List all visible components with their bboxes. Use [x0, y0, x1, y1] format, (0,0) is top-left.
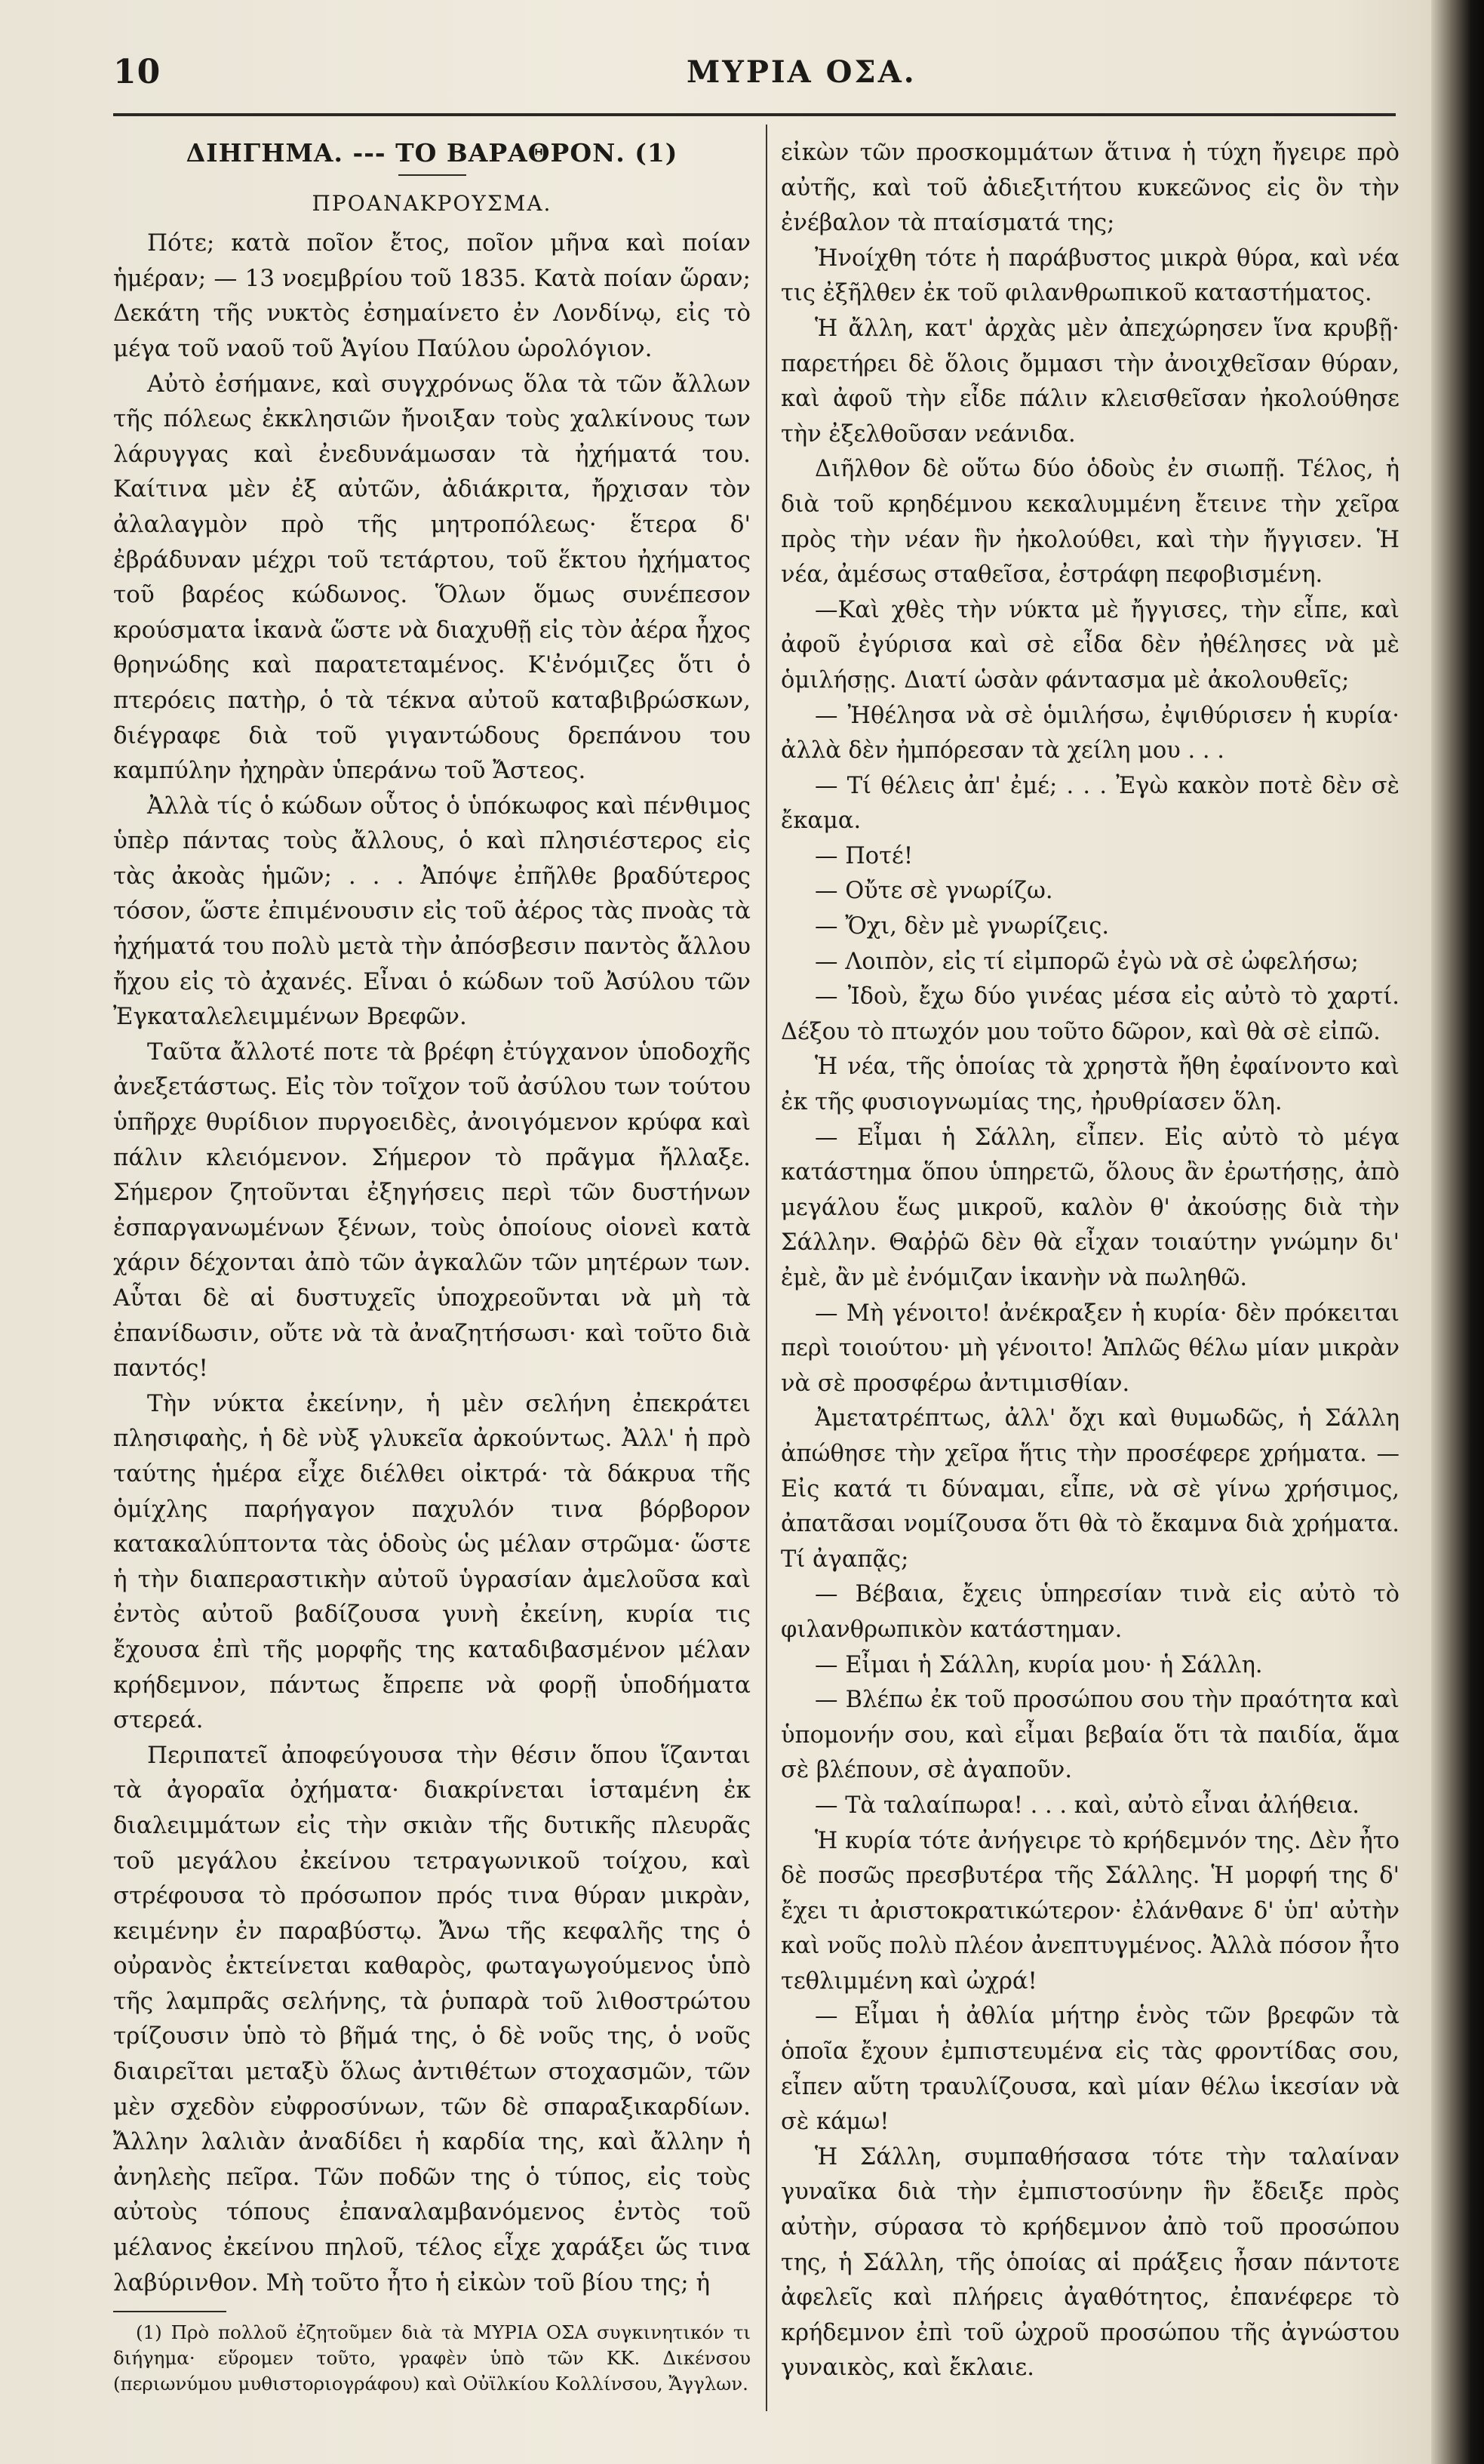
dialogue-line: — Τὰ ταλαίπωρα! . . . καὶ, αὐτὸ εἶναι ἀλήθεια. — [815, 1792, 1360, 1819]
dialogue-line: — Οὔτε σὲ γνωρίζω. — [815, 878, 1053, 905]
dialogue-line: — Ὄχι, δὲν μὲ γνωρίζεις. — [815, 913, 1110, 940]
paragraph: Περιπατεῖ ἀποφεύγουσα τὴν θέσιν ὅπου ἵζανται τὰ ἀγοραῖα ὀχήματα· διακρίνεται ἱσταμένη ἐκ διαλειμμάτων εἰς τὴν σκιὰν τῆς δυτικῆς πλευρᾶς τοῦ μεγάλου ἐκείνου τετραγωνικοῦ τοίχου, καὶ στρέφουσα τὸ πρόσωπον πρός τινα θύραν μικρὰν, κειμένην ἐν παραβύστῳ. Ἄνω τῆς κεφαλῆς της ὁ οὐρανὸς ἐκτείνεται καθαρὸς, φωταγωγούμενος ὑπὸ τῆς λαμπρᾶς σελήνης, τὰ ῥυπαρὰ τοῦ λιθοστρώτου τρίζουσιν ὑπὸ τὸ βῆμά της, ὁ δὲ νοῦς της, ὁ νοῦς διαιρεῖται μεταξὺ ὅλως ἀντιθέτων στοχασμῶν, τῶν μὲν σχεδὸν εὐφροσύνων, τῶν δὲ σπαραξικαρδίων. Ἄλλην λαλιὰν ἀναδίδει ἡ καρδία της, καὶ ἄλλην ἡ ἀνηλεὴς πεῖρα. Τῶν ποδῶν της ὁ τύπος, εἰς τοὺς αὐτοὺς τόπους ἐπαναλαμβανόμενος ἐντὸς τοῦ μέλανος ἐκείνου πηλοῦ, τέλος εἶχε χαράξει ὥς τινα λαβύρινθον. Μὴ τοῦτο ἦτο ἡ εἰκὼν τοῦ βίου της; ἡ — [113, 1741, 751, 2296]
paragraph: Ἡ Σάλλη, συμπαθήσασα τότε τὴν ταλαίναν γυναῖκα διὰ τὴν ἐμπιστοσύνην ἣν ἔδειξε πρὸς αὐτὴν, σύρασα τὸ κρήδεμνον ἀπὸ τοῦ προσώπου της, ἡ Σάλλη, τῆς ὁποίας αἱ πράξεις ἦσαν πάντοτε ἀφελεῖς καὶ πλήρεις ἀγαθότητος, ἐπανέφερε τὸ κρήδεμνον ἐπὶ τοῦ ὠχροῦ προσώπου τῆς ἀγνώστου γυναικὸς, καὶ ἔκλαιε. — [781, 2143, 1400, 2382]
paragraph: Τὴν νύκτα ἐκείνην, ἡ μὲν σελήνη ἐπεκράτει πλησιφαὴς, ἡ δὲ νὺξ γλυκεῖα ἀρκούντως. Ἀλλ' ἡ πρὸ ταύτης ἡμέρα εἶχε διέλθει οἰκτρά· τὰ δάκρυα τῆς ὁμίχλης παρήγαγον παχυλόν τινα βόρβορον κατακαλύπτοντα τὰς ὁδοὺς ὡς μέλαν στρῶμα· ὥστε ἡ τὴν διαπεραστικὴν αὐτοῦ ὑγρασίαν ἀμελοῦσα καὶ ἐντὸς αὐτοῦ βαδίζουσα γυνὴ ἐκείνη, κυρία τις ἔχουσα ἐπὶ τῆς μορφῆς της καταδιβασμένον μέλαν κρήδεμνον, πάντως ἔπρεπε νὰ φορῇ ὑποδήματα στερεά. — [113, 1389, 751, 1734]
dialogue-line: — Ἠθέλησα νὰ σὲ ὁμιλήσω, ἐψιθύρισεν ἡ κυρία· ἀλλὰ δὲν ἠμπόρεσαν τὰ χείλη μου . . . — [781, 702, 1400, 764]
paragraph: Αὐτὸ ἐσήμανε, καὶ συγχρόνως ὅλα τὰ τῶν ἄλλων τῆς πόλεως ἐκκλησιῶν ἤνοιξαν τοὺς χαλκίνους των λάρυγγας καὶ ἐνεδυνάμωσαν τὰ ἠχήματά του. Καίτινα μὲν ἐξ αὐτῶν, ἀδιάκριτα, ἤρχισαν τὸν ἀλαλαγμὸν πρὸ τῆς μητροπόλεως· ἕτερα δ' ἐβράδυναν μέχρι τοῦ τετάρτου, τοῦ ἕκτου ἠχήματος τοῦ βαρέος κώδωνος. Ὅλων ὅμως συνέπεσον κρούσματα ἱκανὰ ὥστε νὰ διαχυθῇ εἰς τὸν ἀέρα ἦχος θρηνώδης καὶ παρατεταμένος. Κ'ἐνόμιζες ὅτι ὁ πτερόεις πατὴρ, ὁ τὰ τέκνα αὐτοῦ καταβιβρώσκων, διέγραφε διὰ τοῦ γιγαντώδους δρεπάνου του καμπύλην ἠχηρὰν ὑπεράνω τοῦ Ἄστεος. — [113, 370, 751, 785]
dialogue-line: — Βέβαια, ἔχεις ὑπηρεσίαν τινὰ εἰς αὐτὸ τὸ φιλανθρωπικὸν κατάστημαν. — [781, 1581, 1400, 1643]
story-title: ΔΙΗΓΗΜΑ. --- ΤΟ ΒΑΡΑΘΡΟΝ. (1) — [186, 138, 678, 168]
dialogue-line: — Εἶμαι ἡ ἀθλία μήτηρ ἑνὸς τῶν βρεφῶν τὰ ὁποῖα ἔχουν ἐμπιστευμένα εἰς τὰς φροντίδας σου, εἶπεν αὕτη τραυλίζουσα, καὶ μίαν θέλω ἱκεσίαν νὰ σὲ κάμω! — [781, 2003, 1400, 2136]
paragraph: Διῆλθον δὲ οὕτω δύο ὁδοὺς ἐν σιωπῇ. Τέλος, ἡ διὰ τοῦ κρηδέμνου κεκαλυμμένη ἔτεινε τὴν χεῖρα πρὸς τὴν νέαν ἣν ἠκολούθει, καὶ τὴν ἤγγισεν. Ἡ νέα, ἀμέσως σταθεῖσα, ἐστράφη πεφοβισμένη. — [781, 456, 1400, 589]
dialogue-line: — Λοιπὸν, εἰς τί εἰμπορῶ ἐγὼ νὰ σὲ ὠφελήσω; — [815, 948, 1359, 975]
paragraph: Ταῦτα ἄλλοτέ ποτε τὰ βρέφη ἐτύγχανον ὑποδοχῆς ἀνεξετάστως. Εἰς τὸν τοῖχον τοῦ ἀσύλου των τούτου ὑπῆρχε θυρίδιον πυργοειδὲς, ἀνοιγόμενον κρύφα καὶ πάλιν κλειόμενον. Σήμερον τὸ πρᾶγμα ἤλλαξε. Σήμερον ζητοῦνται ἐξηγήσεις περὶ τῶν δυστήνων ἐσπαργανωμένων ξένων, τοὺς ὁποίους οἱονεὶ κατὰ χάριν δέχονται ἀπὸ τῶν ἀγκαλῶν τῶν μητέρων των. Αὗται δὲ αἱ δυστυχεῖς ὑποχρεοῦνται νὰ μὴ τὰ ἐπανίδωσιν, οὔτε νὰ τὰ ἀναζητήσωσι· καὶ τοῦτο διὰ παντός! — [113, 1038, 751, 1383]
page-header — [98, 53, 1396, 98]
book-binding-edge — [1431, 0, 1484, 2464]
paragraph: Ἀλλὰ τίς ὁ κώδων οὗτος ὁ ὑπόκωφος καὶ πένθιμος ὑπὲρ πάντας τοὺς ἄλλους, ὁ καὶ πλησιέστερος εἰς τὰς ἀκοὰς ἡμῶν; . . . Ἀπόψε ἐπῆλθε βραδύτερος τόσον, ὥστε ἐπιμένουσιν εἰς τοῦ ἀέρος τὰς πνοὰς τὰ ἠχήματά του πολὺ μετὰ τὴν ἀπόσβεσιν παντὸς ἄλλου ἤχου εἰς τὸ ἀχανές. Εἶναι ὁ κώδων τοῦ Ἀσύλου τῶν Ἐγκαταλελειμμένων Βρεφῶν. — [113, 792, 751, 1031]
footnote-rule — [113, 2311, 226, 2312]
paragraph: Ἡ ἄλλη, κατ' ἀρχὰς μὲν ἀπεχώρησεν ἵνα κρυβῇ· παρετήρει δὲ ὅλοις ὄμμασι τὴν ἀνοιχθεῖσαν θύραν, καὶ ἀφοῦ τὴν εἶδε πάλιν κλεισθεῖσαν ἠκολούθησε τὴν ἐξελθοῦσαν νεάνιδα. — [781, 315, 1400, 448]
paragraph: Ἀμετατρέπτως, ἀλλ' ὄχι καὶ θυμωδῶς, ἡ Σάλλη ἀπώθησε τὴν χεῖρα ἥτις τὴν προσέφερε χρήματα. — Εἰς κατά τι δύναμαι, εἶπε, νὰ σὲ γίνω χρήσιμος, ἀπατᾶσαι νομίζουσα ὅτι θὰ τὸ ἔκαμνα διὰ χρήματα. Τί ἀγαπᾷς; — [781, 1405, 1400, 1573]
dialogue-line: — Μὴ γένοιτο! ἀνέκραξεν ἡ κυρία· δὲν πρόκειται περὶ τοιούτου· μὴ γένοιτο! Ἁπλῶς θέλω μίαν μικρὰν νὰ σὲ προσφέρω ἀντιμισθίαν. — [781, 1300, 1400, 1397]
paragraph: Ἡ νέα, τῆς ὁποίας τὰ χρηστὰ ἤθη ἐφαίνοντο καὶ ἐκ τῆς φυσιογνωμίας της, ἠρυθρίασεν ὅλη. — [781, 1054, 1400, 1116]
paragraph: Ἠνοίχθη τότε ἡ παράβυστος μικρὰ θύρα, καὶ νέα τις ἐξῆλθεν ἐκ τοῦ φιλανθρωπικοῦ καταστήματος. — [781, 245, 1400, 307]
footnote: (1) Πρὸ πολλοῦ ἐζητοῦμεν διὰ τὰ ΜΥΡΙΑ ΟΣΑ συγκινητικόν τι διήγημα· εὕρομεν τοῦτο, γραφὲν ὑπὸ τῶν ΚΚ. Δικένσου (περιωνύμου μυθιστοριογράφου) καὶ Οὐϊλκίου Κολλίνσου, Ἄγγλων. — [113, 2321, 751, 2395]
left-column — [113, 136, 751, 2397]
paragraph: εἰκὼν τῶν προσκομμάτων ἅτινα ἡ τύχη ἤγειρε πρὸ αὐτῆς, καὶ τοῦ ἀδιεξιτήτου κυκεῶνος εἰς ὃν τὴν ἐνέβαλον τὰ πταίσματά της; — [781, 140, 1400, 237]
paragraph: Ἡ κυρία τότε ἀνήγειρε τὸ κρήδεμνόν της. Δὲν ἦτο δὲ ποσῶς πρεσβυτέρα τῆς Σάλλης. Ἡ μορφή της δ' ἔχει τι ἀριστοκρατικώτερον· ἐλάνθανε δ' ὑπ' αὐτὴν καὶ νοῦς πολὺ πλέον ἀνεπτυγμένος. Ἀλλὰ πόσον ἦτο τεθλιμμένη καὶ ὠχρά! — [781, 1827, 1400, 1995]
dialogue-line: — Ἰδοὺ, ἔχω δύο γινέας μέσα εἰς αὐτὸ τὸ χαρτί. Δέξου τὸ πτωχόν μου τοῦτο δῶρον, καὶ θὰ σὲ εἰπῶ. — [781, 983, 1400, 1045]
page-number: 10 — [113, 53, 161, 91]
right-column — [781, 136, 1400, 2386]
column-divider — [766, 125, 767, 2411]
dialogue-line: — Εἶμαι ἡ Σάλλη, κυρία μου· ἡ Σάλλη. — [815, 1651, 1263, 1678]
dialogue-line: — Ποτέ! — [815, 842, 914, 869]
section-heading: ΠΡΟΑΝΑΚΡΟΥΣΜΑ. — [312, 190, 552, 216]
dialogue-line: — Βλέπω ἐκ τοῦ προσώπου σου τὴν πραότητα καὶ ὑπομονήν σου, καὶ εἶμαι βεβαία ὅτι τὰ παιδία, ἅμα σὲ βλέπουν, σὲ ἀγαποῦν. — [781, 1687, 1400, 1784]
journal-title: ΜΥΡΙΑ ΟΣΑ. — [687, 54, 917, 90]
title-rule — [398, 174, 466, 176]
dialogue-line: — Τί θέλεις ἀπ' ἐμέ; . . . Ἐγὼ κακὸν ποτὲ δὲν σὲ ἔκαμα. — [781, 772, 1400, 835]
dialogue-line: — Εἶμαι ἡ Σάλλη, εἶπεν. Εἰς αὐτὸ τὸ μέγα κατάστημα ὅπου ὑπηρετῶ, ὅλους ἂν ἐρωτήσῃς, ἀπὸ μεγάλου ἕως μικροῦ, καλὸν θ' ἀκούσῃς διὰ τὴν Σάλλην. Θαῤῥῶ δὲν θὰ εἶχαν τοιαύτην γνώμην δι' ἐμὲ, ἂν μὲ ἐνόμιζαν ἱκανὴν νὰ πωληθῶ. — [781, 1124, 1400, 1291]
header-rule — [113, 113, 1396, 116]
paragraph: Πότε; κατὰ ποῖον ἔτος, ποῖον μῆνα καὶ ποίαν ἡμέραν; — 13 νοεμβρίου τοῦ 1835. Κατὰ ποίαν ὥραν; Δεκάτη τῆς νυκτὸς ἐσημαίνετο ἐν Λονδίνῳ, εἰς τὸ μέγα τοῦ ναοῦ τοῦ Ἁγίου Παύλου ὡρολόγιον. — [113, 229, 751, 362]
dialogue-line: —Καὶ χθὲς τὴν νύκτα μὲ ἤγγισες, τὴν εἶπε, καὶ ἀφοῦ ἐγύρισα καὶ σὲ εἶδα δὲν ἠθέλησες νὰ μὲ ὁμιλήσῃς. Διατί ὡσὰν φάντασμα μὲ ἀκολουθεῖς; — [781, 596, 1400, 694]
